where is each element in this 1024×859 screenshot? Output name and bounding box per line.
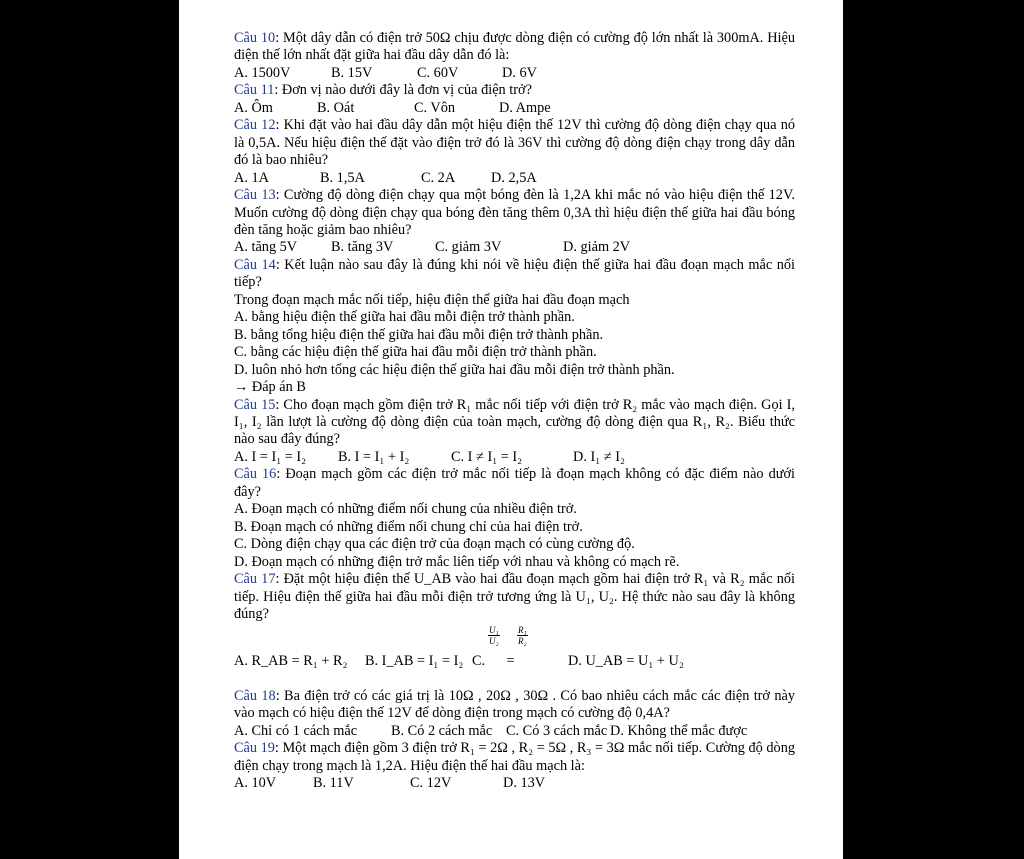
document-content [234, 30, 795, 793]
option-c: C. 12V [410, 775, 452, 792]
question-text: : Cường độ dòng điện chạy qua một bóng đèn là 1,2A khi mắc nó vào hiệu điện thế 12V. Muốn cường độ dòng điện chạy qua bóng đèn tăng thêm 0,3A thì hiệu điện thế giữa hai đầu bóng đèn tăng hoặc giảm bao nhiêu? [234, 187, 795, 238]
option-a: A. 10V [234, 775, 277, 792]
option-b: B. Có 2 cách mắc [391, 722, 493, 739]
option-c: C. bằng các hiệu điện thế giữa hai đầu mỗi điện trở thành phần. [234, 344, 597, 361]
option-d: D. Đoạn mạch có những điện trở mắc liên tiếp với nhau và không có mạch rẽ. [234, 553, 680, 570]
question-label: Câu 10 [234, 30, 276, 46]
question-13 [234, 187, 795, 239]
question-text: : Cho đoạn mạch gồm điện trở R₁ mắc nối tiếp với điện trở R₂ mắc vào mạch điện. Gọi I, I₁, I₂ lần lượt là cường độ dòng điện của toàn mạch, cường độ dòng điện qua R₁, R₂. Biểu thức nào sau đây đúng? [234, 396, 795, 448]
question-label: Câu 19 [234, 740, 275, 757]
option-d: D. 6V [502, 64, 537, 81]
question-label: Câu 14 [234, 256, 276, 273]
fraction-u: $\frac{\text{U₁}}{\text{U₂}}$ [489, 625, 499, 647]
option-c: C. Vôn [414, 99, 456, 116]
question-stem: Trong đoạn mạch mắc nối tiếp, hiệu điện thế giữa hai đầu đoạn mạch [234, 291, 630, 308]
question-label: Câu 12 [234, 117, 276, 134]
option-b: B. 11V [313, 775, 354, 792]
question-text: : Kết luận nào sau đây là đúng khi nói về hiệu điện thế giữa hai đầu đoạn mạch mắc nối tiếp? [234, 256, 795, 291]
option-d: D. giảm 2V [563, 239, 631, 256]
option-c: C. Có 3 cách mắc [506, 722, 608, 739]
question-text: : Một dây dẫn có điện trở 50Ω chịu được dòng điện có cường độ lớn nhất là 300mA. Hiệu điện thế lớn nhất đặt giữa hai đầu dây dẫn đó là: [234, 30, 796, 64]
option-c: C. Dòng điện chạy qua các điện trở của đoạn mạch có cùng cường độ. [234, 536, 635, 553]
options-row [234, 449, 795, 466]
option-d: D. Không thể mắc được [610, 722, 748, 739]
question-16 [234, 466, 795, 501]
options-row [234, 65, 795, 82]
option-b: B. I_AB = I₁ = I₂ [365, 653, 464, 670]
answer-line: → Đáp án B [234, 379, 306, 396]
option-a: A. I = I₁ = I₂ [234, 448, 307, 465]
option-a: A. Chỉ có 1 cách mắc [234, 722, 358, 739]
option-a: A. Đoạn mạch có những điểm nối chung của nhiều điện trở. [234, 501, 577, 518]
option-c: C. 60V [417, 64, 459, 81]
option-c: C. I ≠ I₁ = I₂ [451, 448, 523, 465]
option-a: A. 1A [234, 169, 269, 186]
option-a: A. R_AB = R₁ + R₂ [234, 653, 348, 670]
question-text: : Ba điện trở có các giá trị là 10Ω , 20Ω , 30Ω . Có bao nhiêu cách mắc các điện trở này vào mạch có hiệu điện thế 12V để dòng điện trong mạch có cường độ 0,4A? [234, 687, 796, 722]
question-19 [234, 740, 795, 775]
option-c: C. giảm 3V [435, 239, 502, 256]
option-b: B. bằng tổng hiệu điện thế giữa hai đầu mỗi điện trở thành phần. [234, 326, 604, 343]
option-b: B. tăng 3V [331, 239, 394, 256]
question-text: : Một mạch điện gồm 3 điện trở R₁ = 2Ω , R₂ = 5Ω , R₃ = 3Ω mắc nối tiếp. Cường độ dòng điện chạy trong mạch là 1,2A. Hiệu điện thế hai đầu mạch là: [234, 740, 795, 774]
question-label: Câu 15 [234, 396, 276, 413]
options-row [234, 170, 795, 187]
question-label: Câu 18 [234, 687, 276, 704]
option-d: D. Ampe [499, 99, 551, 116]
question-text: : Đoạn mạch gồm các điện trở mắc nối tiếp là đoạn mạch không có đặc điểm nào dưới đây? [234, 466, 796, 500]
option-b: B. Oát [317, 99, 355, 116]
option-c: C. 2A [421, 169, 456, 186]
question-18 [234, 688, 795, 723]
option-a: A. tăng 5V [234, 239, 298, 256]
question-17 [234, 571, 795, 623]
question-label: Câu 16 [234, 466, 277, 483]
option-b: B. 1,5A [320, 169, 365, 186]
option-b: B. 15V [331, 64, 373, 81]
fraction-row [234, 623, 795, 653]
option-d: D. U_AB = U₁ + U₂ [568, 653, 684, 670]
options-row [234, 100, 795, 117]
question-14 [234, 257, 795, 292]
question-15 [234, 397, 795, 449]
question-11 [234, 82, 795, 99]
question-label: Câu 11 [234, 82, 275, 99]
spacer [234, 671, 795, 688]
option-a: A. Ôm [234, 99, 273, 116]
question-label: Câu 17 [234, 571, 276, 588]
option-d: D. 2,5A [491, 169, 537, 186]
question-text: : Khi đặt vào hai đầu dây dẫn một hiệu điện thế 12V thì cường độ dòng điện chạy qua nó là 0,5A. Nếu hiệu điện thế đặt vào điện trở đó là 36V thì cường độ dòng điện chạy trong dây dẫn đó là bao nhiêu? [234, 117, 795, 169]
option-c: C. = [472, 653, 515, 670]
option-a: A. 1500V [234, 64, 291, 81]
options-row [234, 723, 795, 740]
question-label: Câu 13 [234, 187, 276, 204]
option-d: D. 13V [503, 775, 546, 792]
option-b: B. Đoạn mạch có những điểm nối chung chỉ của hai điện trở. [234, 518, 583, 535]
question-text: : Đơn vị nào dưới đây là đơn vị của điện trở? [274, 82, 532, 99]
option-d: D. I₁ ≠ I₂ [573, 448, 625, 465]
option-b: B. I = I₁ + I₂ [338, 448, 410, 465]
option-a: A. bằng hiệu điện thế giữa hai đầu mỗi điện trở thành phần. [234, 309, 575, 326]
options-row [234, 239, 795, 256]
fraction-r: $\frac{\text{R₁}}{\text{R₂}}$ [518, 625, 527, 647]
question-text: : Đặt một hiệu điện thế U_AB vào hai đầu đoạn mạch gồm hai điện trở R₁ và R₂ mắc nối tiếp. Hiệu điện thế giữa hai đầu mỗi điện trở tương ứng là U₁, U₂. Hệ thức nào sau đây là không đúng? [234, 571, 795, 622]
options-row [234, 775, 795, 792]
option-d: D. luôn nhỏ hơn tổng các hiệu điện thế giữa hai đầu mỗi điện trở thành phần. [234, 361, 675, 378]
question-12 [234, 117, 795, 169]
question-10 [234, 30, 795, 65]
options-row [234, 653, 795, 670]
document-page [179, 0, 843, 859]
